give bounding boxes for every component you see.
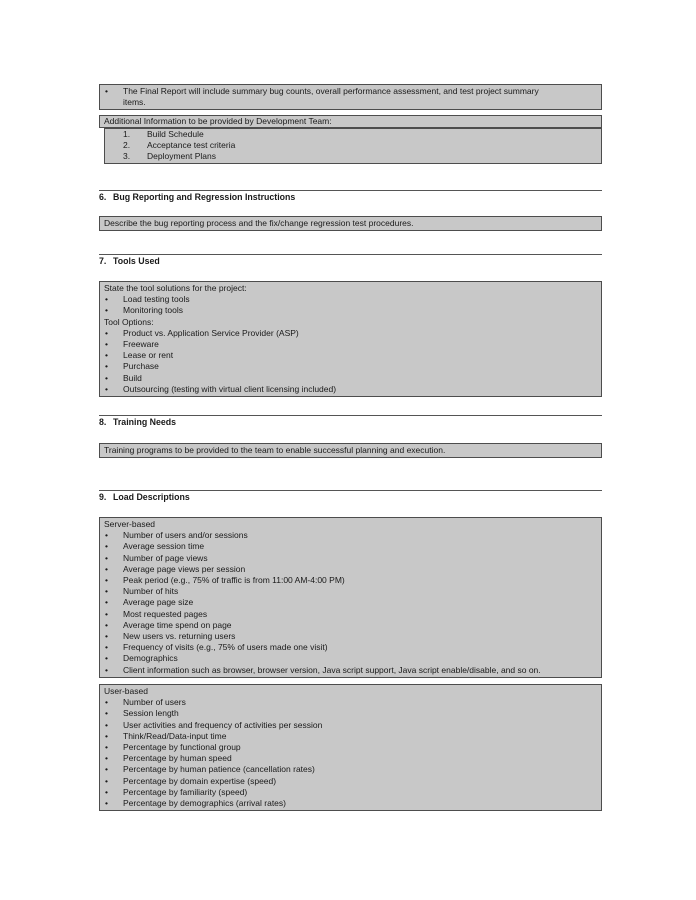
list-item-text: Product vs. Application Service Provider (ASP) (123, 327, 299, 338)
section-title: Training Needs (113, 417, 177, 427)
user-based-item (104, 697, 597, 708)
list-item-text: Percentage by human speed (123, 753, 232, 764)
list-item-text: Percentage by demographics (arrival rates) (123, 798, 286, 809)
list-item-text: Deployment Plans (147, 151, 216, 162)
tool-option-item (104, 339, 597, 350)
bullet-icon: • (105, 742, 108, 753)
user-based-item (104, 776, 597, 787)
list-item-text: Average time spend on page (123, 619, 232, 630)
list-item-text: Number of users and/or sessions (123, 530, 248, 541)
list-item-text: Client information such as browser, browser version, Java script support, Java script enable/disable, and so on. (123, 664, 541, 675)
server-based-item (104, 553, 597, 564)
bullet-icon: • (105, 642, 108, 653)
bullet-icon: • (105, 586, 108, 597)
server-based-item (104, 620, 597, 631)
list-item-text: User activities and frequency of activities per session (123, 719, 323, 730)
bullet-icon: • (105, 563, 108, 574)
list-item-text: Build (123, 372, 142, 383)
list-item-text: Load testing tools (123, 294, 190, 305)
bullet-icon: • (105, 697, 108, 708)
additional-info-header: Additional Information to be provided by Development Team: (104, 116, 332, 126)
bullet-icon: • (105, 339, 108, 350)
bullet-icon: • (105, 708, 108, 719)
server-based-item (104, 586, 597, 597)
bullet-icon: • (105, 552, 108, 563)
tool-options-list (104, 328, 597, 395)
bullet-icon: • (105, 541, 108, 552)
list-item-text: Freeware (123, 339, 159, 350)
bullet-icon: • (105, 786, 108, 797)
section-heading-tools-used (99, 256, 160, 267)
user-based-item (104, 764, 597, 775)
tool-solution-item (104, 305, 597, 316)
tool-option-item (104, 373, 597, 384)
section-number: 8. (99, 417, 107, 427)
user-based-item (104, 742, 597, 753)
list-item-text: Build Schedule (147, 129, 204, 139)
bug-reporting-body: Describe the bug reporting process and the fix/change regression test procedures. (104, 218, 414, 228)
list-item-text: Percentage by functional group (123, 742, 241, 753)
tool-solution-item (104, 294, 597, 305)
section-number: 7. (99, 256, 107, 266)
bullet-icon: • (105, 619, 108, 630)
user-based-item (104, 798, 597, 809)
numbered-list-item (109, 151, 597, 162)
bullet-icon: • (105, 775, 108, 786)
bullet-icon: • (105, 764, 108, 775)
bullet-icon: • (105, 350, 108, 361)
bullet-icon: • (105, 305, 108, 316)
list-item-text: New users vs. returning users (123, 631, 236, 642)
section-divider (99, 415, 602, 416)
bullet-icon: • (105, 575, 108, 586)
bullet-icon: • (105, 383, 108, 394)
final-report-line-2: items. (123, 97, 146, 108)
server-based-item (104, 575, 597, 586)
list-item-text: Percentage by domain expertise (speed) (123, 775, 277, 786)
server-based-item (104, 609, 597, 620)
list-number: 1. (123, 129, 131, 139)
list-item (104, 86, 597, 108)
bullet-icon: • (105, 730, 108, 741)
server-based-item (104, 653, 597, 664)
server-based-item (104, 597, 597, 608)
list-item-text: Number of users (123, 697, 186, 708)
bullet-icon: • (105, 327, 108, 338)
tool-option-item (104, 361, 597, 372)
section-divider (99, 254, 602, 255)
server-based-item (104, 530, 597, 541)
bullet-icon: • (105, 753, 108, 764)
numbered-list-item (109, 129, 597, 140)
list-item-text: Peak period (e.g., 75% of traffic is from 11:00 AM-4:00 PM) (123, 575, 345, 586)
bullet-icon: • (105, 86, 108, 96)
user-based-list (104, 697, 597, 809)
section-number: 9. (99, 492, 107, 502)
bullet-icon: • (105, 294, 108, 305)
list-item-text: Average session time (123, 541, 205, 552)
training-needs-body: Training programs to be provided to the team to enable successful planning and execution. (104, 445, 446, 455)
user-based-item (104, 753, 597, 764)
section-heading-bug-reporting (99, 192, 295, 203)
tool-options-label: Tool Options: (104, 316, 154, 327)
tools-used-box (99, 281, 602, 397)
additional-info-list-box (104, 128, 602, 164)
section-heading-training-needs (99, 417, 176, 428)
list-item-text: Number of hits (123, 586, 179, 597)
user-based-item (104, 787, 597, 798)
server-based-item (104, 541, 597, 552)
list-number: 2. (123, 140, 131, 151)
tool-solutions-list (104, 294, 597, 316)
section-divider (99, 190, 602, 191)
bullet-icon: • (105, 631, 108, 642)
final-report-box (99, 84, 602, 110)
list-item-text (123, 86, 597, 108)
list-item-text: Percentage by human patience (cancellation rates) (123, 764, 315, 775)
list-item-text: Most requested pages (123, 608, 208, 619)
bullet-icon: • (105, 372, 108, 383)
server-based-item (104, 642, 597, 653)
bullet-icon: • (105, 664, 108, 675)
list-item-text: Outsourcing (testing with virtual client licensing included) (123, 383, 337, 394)
list-item-text: Average page views per session (123, 563, 246, 574)
list-item-text: Percentage by familiarity (speed) (123, 786, 248, 797)
training-needs-body-box (99, 443, 602, 458)
list-item-text: Average page size (123, 597, 194, 608)
list-item-text: Purchase (123, 361, 159, 372)
bullet-icon: • (105, 608, 108, 619)
list-item-text: Monitoring tools (123, 305, 184, 316)
list-number: 3. (123, 151, 131, 162)
user-based-item (104, 708, 597, 719)
tools-intro: State the tool solutions for the project: (104, 283, 247, 293)
user-based-item (104, 720, 597, 731)
server-based-item (104, 631, 597, 642)
section-title: Bug Reporting and Regression Instructions (113, 192, 296, 202)
server-based-item (104, 665, 597, 676)
tool-option-item (104, 328, 597, 339)
section-title: Tools Used (113, 256, 160, 266)
server-based-list (104, 530, 597, 676)
list-item-text: Demographics (123, 653, 178, 664)
section-divider (99, 490, 602, 491)
tool-option-item (104, 350, 597, 361)
bullet-icon: • (105, 361, 108, 372)
bug-reporting-body-box (99, 216, 602, 231)
user-based-box (99, 684, 602, 811)
section-title: Load Descriptions (113, 492, 190, 502)
list-item-text: Number of page views (123, 552, 208, 563)
server-based-box (99, 517, 602, 678)
bullet-icon: • (105, 597, 108, 608)
list-item-text: Acceptance test criteria (147, 140, 236, 151)
server-based-header: Server-based (104, 519, 156, 529)
list-item-text: Frequency of visits (e.g., 75% of users made one visit) (123, 642, 328, 653)
final-report-line-1: The Final Report will include summary bug counts, overall performance assessment, and test project summary (123, 86, 539, 96)
numbered-list-item (109, 140, 597, 151)
bullet-icon: • (105, 798, 108, 809)
section-number: 6. (99, 192, 107, 202)
list-item-text: Think/Read/Data-input time (123, 730, 227, 741)
section-heading-load-descriptions (99, 492, 190, 503)
user-based-item (104, 731, 597, 742)
list-item-text: Lease or rent (123, 350, 174, 361)
bullet-icon: • (105, 719, 108, 730)
bullet-icon: • (105, 530, 108, 541)
additional-info-header-box (99, 115, 602, 128)
list-item-text: Session length (123, 708, 179, 719)
bullet-icon: • (105, 653, 108, 664)
user-based-header: User-based (104, 686, 148, 696)
tool-option-item (104, 384, 597, 395)
server-based-item (104, 564, 597, 575)
